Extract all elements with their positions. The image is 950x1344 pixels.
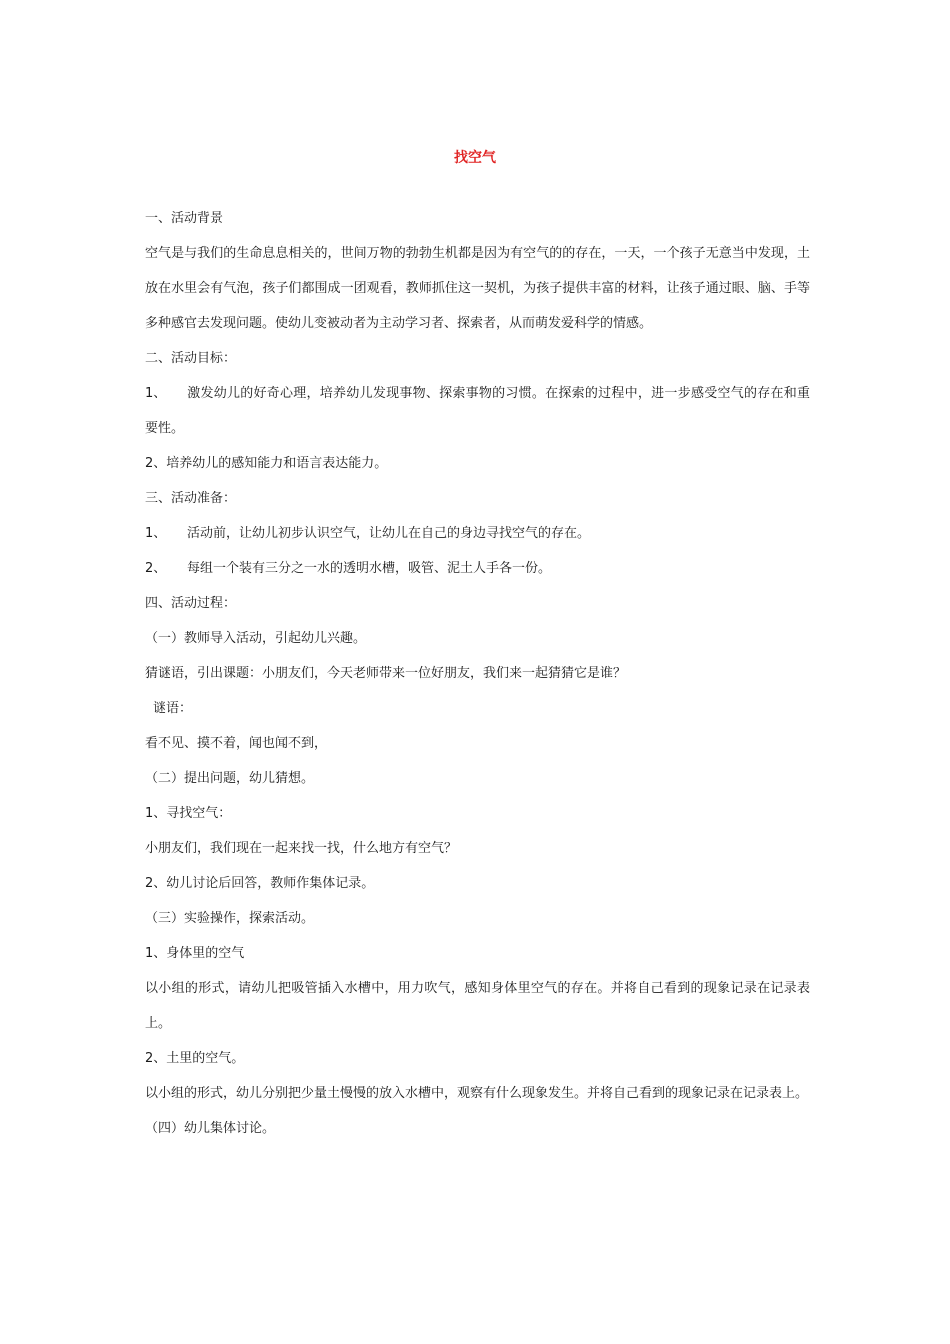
- process-step-1-heading: （一）教师导入活动，引起幼儿兴趣。: [145, 631, 367, 646]
- prep-item-2-text: 每组一个装有三分之一水的透明水槽，吸管、泥土人手各一份。: [187, 561, 552, 576]
- goal-item-1: [145, 376, 810, 446]
- body-air-paragraph: 以小组的形式，请幼儿把吸管插入水槽中，用力吹气，感知身体里空气的存在。并将自己看到的现象记录在记录表上。: [145, 981, 810, 1031]
- document-title: 找空气: [454, 150, 496, 166]
- riddle-intro: 猜谜语，引出课题：小朋友们，今天老师带来一位好朋友，我们来一起猜猜它是谁？: [145, 666, 627, 681]
- goal-item-1-number: 1、: [145, 386, 167, 401]
- prep-item-2: [145, 551, 810, 586]
- section-heading-process: 四、活动过程：: [145, 596, 237, 611]
- prep-item-2-number: 2、: [145, 561, 167, 576]
- background-paragraph: 空气是与我们的生命息息相关的，世间万物的勃勃生机都是因为有空气的的存在，一天，一个孩子无意当中发现，土放在水里会有气泡，孩子们都围成一团观看，教师抓住这一契机，为孩子提供丰富的材料，让孩子通过眼、脑、手等多种感官去发现问题。使幼儿变被动者为主动学习者、探索者，从而萌发爱科学的情感。: [145, 246, 810, 331]
- process-step-2-heading: （二）提出问题，幼儿猜想。: [145, 771, 315, 786]
- riddle-text: 看不见、摸不着，闻也闻不到，: [145, 736, 328, 751]
- goal-item-1-text: 激发幼儿的好奇心理，培养幼儿发现事物、探索事物的习惯。在探索的过程中，进一步感受空气的存在和重要性。: [145, 386, 810, 436]
- find-air-item: 1、寻找空气：: [145, 806, 232, 821]
- soil-air-item: 2、土里的空气。: [145, 1051, 245, 1066]
- section-heading-background: 一、活动背景: [145, 211, 224, 226]
- section-heading-preparation: 三、活动准备：: [145, 491, 237, 506]
- body-air-item: 1、身体里的空气: [145, 946, 245, 961]
- process-step-4-heading: （四）幼儿集体讨论。: [145, 1121, 276, 1136]
- process-step-3-heading: （三）实验操作，探索活动。: [145, 911, 315, 926]
- prep-item-1: [145, 516, 810, 551]
- goal-item-2: 2、培养幼儿的感知能力和语言表达能力。: [145, 456, 388, 471]
- document-body: [145, 201, 810, 1146]
- section-heading-goals: 二、活动目标：: [145, 351, 237, 366]
- soil-air-paragraph: 以小组的形式，幼儿分别把少量土慢慢的放入水槽中，观察有什么现象发生。并将自己看到的现象记录在记录表上。: [145, 1086, 809, 1101]
- find-air-question: 小朋友们，我们现在一起来找一找，什么地方有空气？: [145, 841, 458, 856]
- prep-item-1-text: 活动前，让幼儿初步认识空气，让幼儿在自己的身边寻找空气的存在。: [187, 526, 591, 541]
- prep-item-1-number: 1、: [145, 526, 167, 541]
- riddle-label: 谜语：: [153, 701, 193, 716]
- discussion-item: 2、幼儿讨论后回答，教师作集体记录。: [145, 876, 375, 891]
